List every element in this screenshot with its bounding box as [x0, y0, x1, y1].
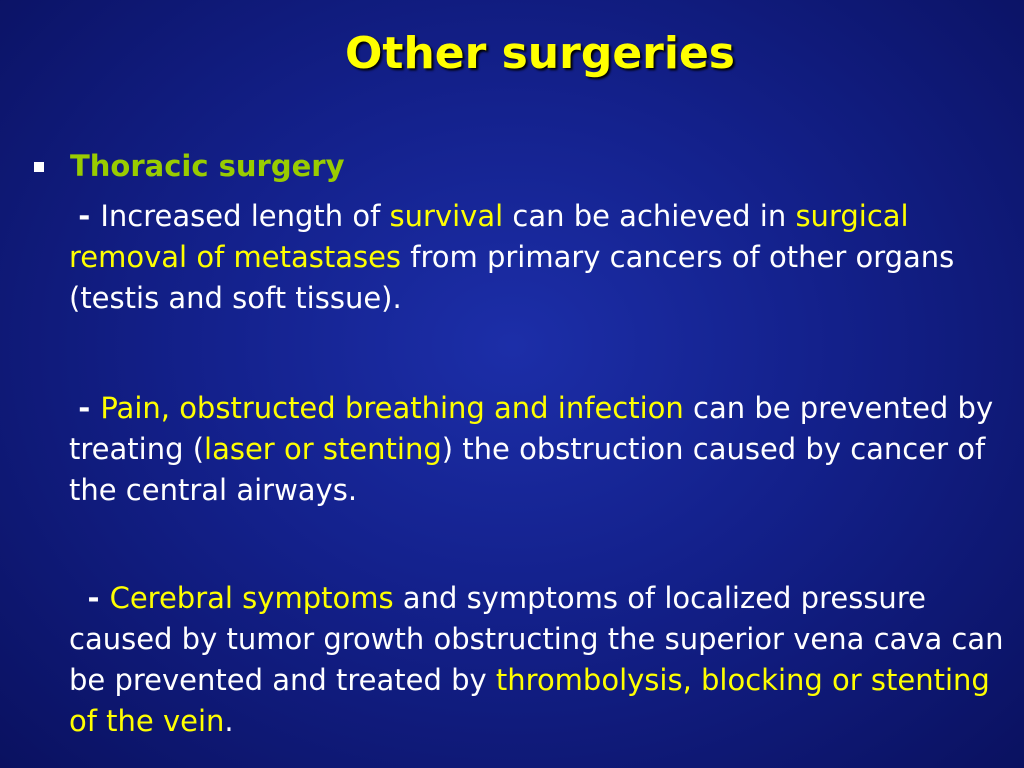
text-segment: and symptoms of localized pressure caused by tumor growth obstructing the superior vena cava can be prevented and treated by	[69, 581, 1004, 697]
paragraph-cerebral	[69, 578, 1009, 742]
slide-title: Other surgeries	[345, 28, 735, 79]
dash-marker: -	[78, 391, 101, 425]
highlight-cerebral: Cerebral symptoms	[109, 581, 394, 615]
highlight-laser: laser or stenting	[204, 432, 442, 466]
highlight-survival: survival	[389, 199, 504, 233]
text-segment: can be prevented by treating (	[69, 391, 994, 466]
square-bullet-icon	[34, 162, 44, 172]
dash-marker: -	[87, 581, 110, 615]
paragraph-obstruction	[69, 388, 1009, 511]
highlight-thrombolysis: thrombolysis, blocking or stenting of the vein	[69, 663, 990, 738]
text-segment: from primary cancers of other organs (testis and soft tissue).	[69, 240, 955, 315]
highlight-metastases: surgical removal of metastases	[69, 199, 909, 274]
text-segment: can be achieved in	[503, 199, 796, 233]
bullet-heading: Thoracic surgery	[70, 149, 345, 183]
highlight-pain: Pain, obstructed breathing and infection	[100, 391, 684, 425]
text-segment: .	[224, 704, 234, 738]
dash-marker: -	[78, 199, 101, 233]
text-segment: ) the obstruction caused by cancer of the central airways.	[69, 432, 986, 507]
paragraph-survival	[69, 196, 1009, 319]
text-segment: Increased length of	[100, 199, 390, 233]
